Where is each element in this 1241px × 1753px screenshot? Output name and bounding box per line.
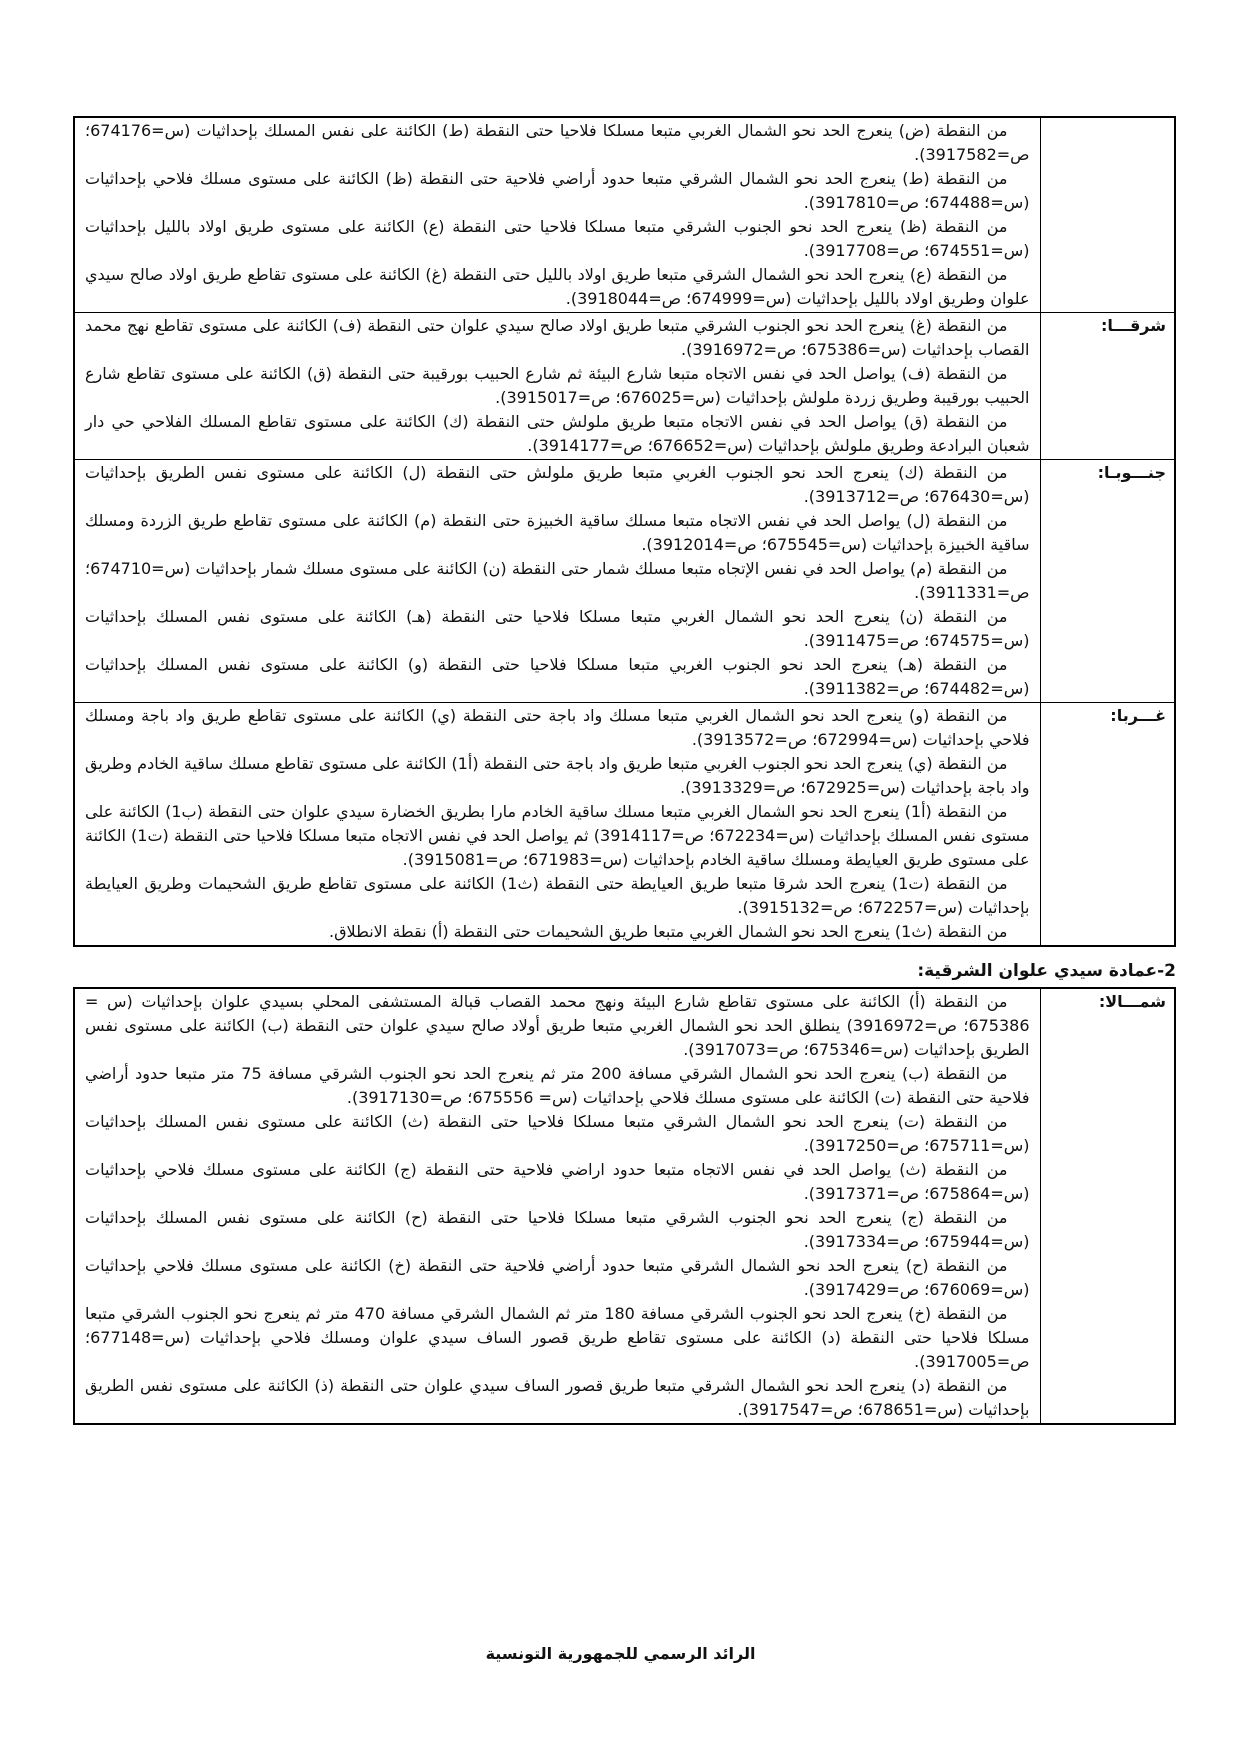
boundary-text-cell — [74, 703, 1040, 947]
boundary-clause: من النقطة (ث1) ينعرج الحد نحو الشمال الغربي متبعا طريق الشحيمات حتى النقطة (أ) نقطة الانطلاق. — [329, 922, 1008, 941]
boundary-clause: من النقطة (ج) ينعرج الحد نحو الجنوب الشرقي متبعا مسلكا فلاحيا حتى النقطة (ح) الكائنة على مستوى نفس المسلك بإحداثيات (س=675944؛ ص=3917334). — [85, 1208, 1030, 1251]
boundary-clause: من النقطة (ك) ينعرج الحد نحو الجنوب الغربي متبعا طريق ملولش حتى النقطة (ل) الكائنة على مستوى نفس الطريق بإحداثيات (س=676430؛ ص=3913712). — [85, 463, 1030, 506]
table-row — [74, 313, 1175, 460]
boundary-clause: من النقطة (ظ) ينعرج الحد نحو الجنوب الشرقي متبعا مسلكا فلاحيا حتى النقطة (ع) الكائنة على مستوى طريق اولاد بالليل بإحداثيات (س=674551؛ ص=3917708). — [85, 217, 1030, 260]
boundary-clause: من النقطة (ت) ينعرج الحد نحو الشمال الشرقي متبعا مسلكا فلاحيا حتى النقطة (ث) الكائنة على مستوى نفس المسلك بإحداثيات (س=675711؛ ص=3917250). — [85, 1112, 1030, 1155]
page-content — [73, 116, 1176, 1425]
table-row — [74, 988, 1175, 1424]
boundary-clause: من النقطة (ع) ينعرج الحد نحو الشمال الشرقي متبعا طريق اولاد بالليل حتى النقطة (غ) الكائنة على مستوى تقاطع طريق اولاد صالح سيدي علوان وطريق اولاد بالليل بإحداثيات (س=674999؛ ص=3918044). — [85, 265, 1030, 308]
boundary-clause: من النقطة (ت1) ينعرج الحد شرقا متبعا طريق العيايطة حتى النقطة (ث1) الكائنة على مستوى تقاطع طريق الشحيمات وطريق العيايطة بإحداثيات (س=672257؛ ص=3915132). — [85, 874, 1030, 917]
boundary-clause: من النقطة (و) ينعرج الحد نحو الشمال الغربي متبعا مسلك واد باجة حتى النقطة (ي) الكائنة على مستوى تقاطع طريق واد باجة ومسلك فلاحي بإحداثيات (س=672994؛ ص=3913572). — [85, 706, 1030, 749]
boundary-clause: من النقطة (ي) ينعرج الحد نحو الجنوب الغربي متبعا طريق واد باجة حتى النقطة (أ1) الكائنة على مستوى تقاطع مسلك ساقية الخادم وطريق واد باجة بإحداثيات (س=672925؛ ص=3913329). — [85, 754, 1030, 797]
page-footer: الرائد الرسمي للجمهورية التونسية — [485, 1644, 756, 1663]
boundary-text-cell — [74, 117, 1040, 313]
direction-label: جنـــوبـا: — [1040, 460, 1175, 703]
boundary-table-section-2 — [73, 987, 1176, 1425]
boundary-clause: من النقطة (أ1) ينعرج الحد نحو الشمال الغربي متبعا مسلك ساقية الخادم مارا بطريق الخضارة سيدي علوان حتى النقطة (ب1) الكائنة على مستوى نفس المسلك بإحداثيات (س=672234؛ ص=3914117) ثم يواصل الحد في نفس الاتجاه متبعا مسلكا فلاحيا حتى النقطة (ت1) الكائنة على مستوى طريق العيايطة ومسلك ساقية الخادم بإحداثيات (س=671983؛ ص=3915081). — [85, 802, 1030, 869]
boundary-clause: من النقطة (غ) ينعرج الحد نحو الجنوب الشرقي متبعا طريق اولاد صالح سيدي علوان حتى النقطة (ف) الكائنة على مستوى تقاطع نهج محمد القصاب بإحداثيات (س=675386؛ ص=3916972). — [85, 316, 1030, 359]
boundary-clause: من النقطة (د) ينعرج الحد نحو الشمال الشرقي متبعا طريق قصور الساف سيدي علوان حتى النقطة (ذ) الكائنة على مستوى نفس الطريق بإحداثيات (س=678651؛ ص=3917547). — [85, 1376, 1030, 1419]
boundary-clause: من النقطة (ن) ينعرج الحد نحو الشمال الغربي متبعا مسلكا فلاحيا حتى النقطة (هـ) الكائنة على مستوى نفس المسلك بإحداثيات (س=674575؛ ص=3911475). — [85, 607, 1030, 650]
boundary-text-cell — [74, 460, 1040, 703]
boundary-clause: من النقطة (ط) ينعرج الحد نحو الشمال الشرقي متبعا حدود أراضي فلاحية حتى النقطة (ظ) الكائنة على مستوى مسلك فلاحي بإحداثيات (س=674488؛ ص=3917810). — [85, 169, 1030, 212]
boundary-clause: من النقطة (ل) يواصل الحد في نفس الاتجاه متبعا مسلك ساقية الخبيزة حتى النقطة (م) الكائنة على مستوى تقاطع طريق الزردة ومسلك ساقية الخبيزة بإحداثيات (س=675545؛ ص=3912014). — [85, 511, 1030, 554]
boundary-clause: من النقطة (ب) ينعرج الحد نحو الشمال الشرقي مسافة 200 متر ثم ينعرج الحد نحو الجنوب الشرقي مسافة 75 متر متبعا حدود أراضي فلاحية حتى النقطة (ت) الكائنة على مستوى مسلك فلاحي بإحداثيات (س= 675556؛ ص=3917130). — [85, 1064, 1030, 1107]
boundary-text-cell — [74, 313, 1040, 460]
direction-label — [1040, 117, 1175, 313]
table-row — [74, 460, 1175, 703]
table-row — [74, 703, 1175, 947]
boundary-clause: من النقطة (ض) ينعرج الحد نحو الشمال الغربي متبعا مسلكا فلاحيا حتى النقطة (ط) الكائنة على نفس المسلك بإحداثيات (س=674176؛ ص=3917582). — [85, 121, 1030, 164]
boundary-clause: من النقطة (ق) يواصل الحد في نفس الاتجاه متبعا طريق ملولش حتى النقطة (ك) الكائنة على مستوى تقاطع المسلك الفلاحي حي دار شعبان البرادعة وطريق ملولش بإحداثيات (س=676652؛ ص=3914177). — [85, 412, 1030, 455]
boundary-clause: من النقطة (ح) ينعرج الحد نحو الشمال الشرقي متبعا حدود أراضي فلاحية حتى النقطة (خ) الكائنة على مستوى مسلك فلاحي بإحداثيات (س=676069؛ ص=3917429). — [85, 1256, 1030, 1299]
boundary-clause: من النقطة (هـ) ينعرج الحد نحو الجنوب الغربي متبعا مسلكا فلاحيا حتى النقطة (و) الكائنة على مستوى نفس المسلك بإحداثيات (س=674482؛ ص=3911382). — [85, 655, 1030, 698]
direction-label: شمـــالا: — [1040, 988, 1175, 1424]
direction-label: شرقـــا: — [1040, 313, 1175, 460]
section-heading: 2-عمادة سيدي علوان الشرقية: — [917, 961, 1176, 981]
boundary-table-section-1 — [73, 116, 1176, 947]
boundary-clause: من النقطة (خ) ينعرج الحد نحو الجنوب الشرقي مسافة 180 متر ثم الشمال الشرقي مسافة 470 متر ثم ينعرج نحو الجنوب الشرقي متبعا مسلكا فلاحيا حتى النقطة (د) الكائنة على مستوى تقاطع طريق قصور الساف سيدي علوان ومسلك فلاحي بإحداثيات (س=677148؛ ص=3917005). — [85, 1304, 1030, 1371]
direction-label: غـــربا: — [1040, 703, 1175, 947]
table-row — [74, 117, 1175, 313]
boundary-clause: من النقطة (أ) الكائنة على مستوى تقاطع شارع البيئة ونهج محمد القصاب قبالة المستشفى المحلي بسيدي علوان بإحداثيات (س = 675386؛ ص=3916972) ينطلق الحد نحو الشمال الغربي متبعا طريق أولاد صالح سيدي علوان حتى النقطة (ب) الكائنة على مستوى نفس الطريق بإحداثيات (س=675346؛ ص=3917073). — [85, 992, 1030, 1059]
boundary-clause: من النقطة (ف) يواصل الحد في نفس الاتجاه متبعا شارع البيئة ثم شارع الحبيب بورقيبة حتى النقطة (ق) الكائنة على مستوى تقاطع شارع الحبيب بورقيبة وطريق زردة ملولش بإحداثيات (س=676025؛ ص=3915017). — [85, 364, 1030, 407]
boundary-clause: من النقطة (ث) يواصل الحد في نفس الاتجاه متبعا حدود اراضي فلاحية حتى النقطة (ج) الكائنة على مستوى مسلك فلاحي بإحداثيات (س=675864؛ ص=3917371). — [85, 1160, 1030, 1203]
boundary-text-cell — [74, 988, 1040, 1424]
boundary-clause: من النقطة (م) يواصل الحد في نفس الإتجاه متبعا مسلك شمار حتى النقطة (ن) الكائنة على مستوى مسلك شمار بإحداثيات (س=674710؛ ص=3911331). — [85, 559, 1030, 602]
